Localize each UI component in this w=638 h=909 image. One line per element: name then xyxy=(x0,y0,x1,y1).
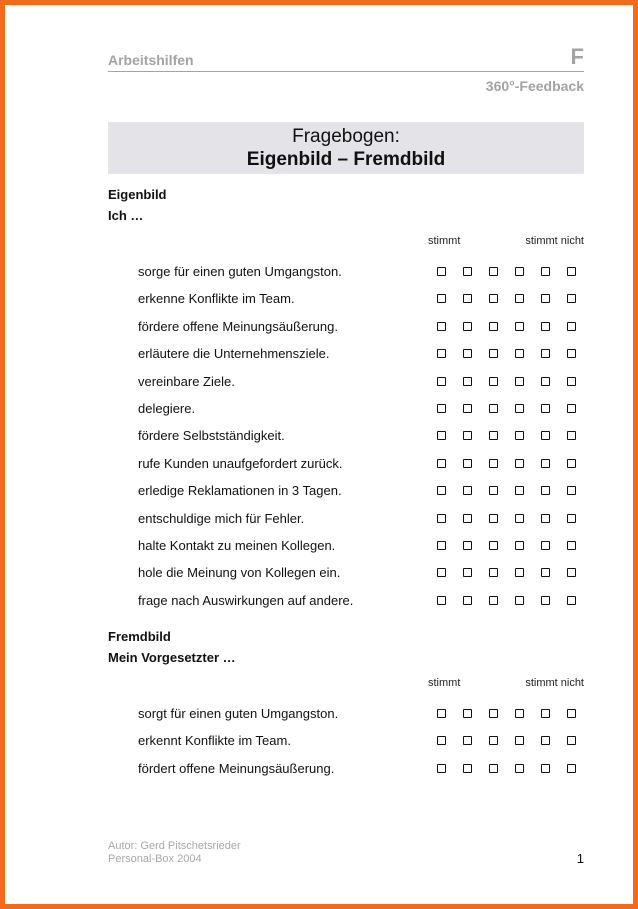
rating-checkbox-1[interactable] xyxy=(437,596,446,605)
rating-checkbox-1[interactable] xyxy=(437,322,446,331)
rating-checkboxes xyxy=(437,486,577,496)
scale-label-disagree: stimmt nicht xyxy=(525,235,584,247)
rating-checkbox-3[interactable] xyxy=(489,709,498,718)
scale-label-agree: stimmt xyxy=(428,235,461,247)
rating-checkboxes xyxy=(437,764,577,774)
rating-checkbox-5[interactable] xyxy=(541,404,550,413)
rating-checkbox-5[interactable] xyxy=(541,541,550,550)
rating-checkbox-3[interactable] xyxy=(489,764,498,773)
title-line-1: Fragebogen: xyxy=(292,126,400,147)
rating-checkbox-1[interactable] xyxy=(437,541,446,550)
rating-checkbox-1[interactable] xyxy=(437,764,446,773)
eigenbild-section xyxy=(108,184,584,615)
rating-checkboxes xyxy=(437,322,577,332)
rating-checkbox-3[interactable] xyxy=(489,541,498,550)
rating-checkbox-6[interactable] xyxy=(567,322,576,331)
rating-checkbox-2[interactable] xyxy=(463,431,472,440)
rating-checkbox-1[interactable] xyxy=(437,514,446,523)
rating-checkboxes xyxy=(437,431,577,441)
rating-checkbox-5[interactable] xyxy=(541,568,550,577)
rating-checkbox-5[interactable] xyxy=(541,514,550,523)
rating-checkbox-2[interactable] xyxy=(463,709,472,718)
rating-checkbox-5[interactable] xyxy=(541,596,550,605)
eigenbild-heading: Eigenbild xyxy=(108,187,167,202)
question-text: erkenne Konflikte im Team. xyxy=(138,291,295,307)
question-row xyxy=(108,396,584,423)
rating-checkbox-2[interactable] xyxy=(463,294,472,303)
rating-checkbox-6[interactable] xyxy=(567,709,576,718)
eigenbild-subheading: Ich … xyxy=(108,208,144,223)
rating-checkbox-4[interactable] xyxy=(515,459,524,468)
rating-checkbox-2[interactable] xyxy=(463,568,472,577)
rating-checkbox-1[interactable] xyxy=(437,267,446,276)
rating-checkbox-3[interactable] xyxy=(489,404,498,413)
rating-checkbox-3[interactable] xyxy=(489,349,498,358)
rating-checkbox-4[interactable] xyxy=(515,568,524,577)
header-divider xyxy=(108,71,584,72)
question-text: sorgt für einen guten Umgangston. xyxy=(138,706,339,721)
rating-checkbox-5[interactable] xyxy=(541,294,550,303)
footer-source: Personal-Box 2004 xyxy=(108,853,202,865)
rating-checkbox-4[interactable] xyxy=(515,486,524,495)
question-row xyxy=(108,533,584,560)
rating-checkbox-6[interactable] xyxy=(567,267,576,276)
rating-checkbox-6[interactable] xyxy=(567,596,576,605)
rating-checkbox-4[interactable] xyxy=(515,596,524,605)
question-row xyxy=(108,728,584,755)
question-row xyxy=(108,506,584,533)
question-row xyxy=(108,259,584,286)
rating-checkbox-4[interactable] xyxy=(515,294,524,303)
rating-checkbox-6[interactable] xyxy=(567,486,576,495)
rating-checkboxes xyxy=(437,541,577,551)
rating-checkbox-1[interactable] xyxy=(437,709,446,718)
rating-checkbox-3[interactable] xyxy=(489,322,498,331)
rating-checkbox-3[interactable] xyxy=(489,267,498,276)
scale-label-agree: stimmt xyxy=(428,677,461,689)
rating-checkbox-6[interactable] xyxy=(567,459,576,468)
question-text: hole die Meinung von Kollegen ein. xyxy=(138,565,341,581)
title-line-2: Eigenbild – Fremdbild xyxy=(246,149,446,170)
rating-checkbox-3[interactable] xyxy=(489,459,498,468)
question-row xyxy=(108,286,584,313)
rating-checkbox-2[interactable] xyxy=(463,322,472,331)
rating-checkbox-4[interactable] xyxy=(515,514,524,523)
rating-checkbox-1[interactable] xyxy=(437,431,446,440)
rating-checkbox-5[interactable] xyxy=(541,349,550,358)
question-row xyxy=(108,314,584,341)
rating-checkbox-1[interactable] xyxy=(437,294,446,303)
rating-checkbox-5[interactable] xyxy=(541,764,550,773)
fremdbild-heading: Fremdbild xyxy=(108,629,171,644)
question-row xyxy=(108,756,584,783)
rating-checkbox-2[interactable] xyxy=(463,486,472,495)
question-text: rufe Kunden unaufgefordert zurück. xyxy=(138,455,343,471)
rating-checkbox-4[interactable] xyxy=(515,267,524,276)
rating-checkbox-2[interactable] xyxy=(463,736,472,745)
rating-checkbox-5[interactable] xyxy=(541,377,550,386)
rating-checkbox-5[interactable] xyxy=(541,459,550,468)
rating-checkbox-4[interactable] xyxy=(515,404,524,413)
fremdbild-subheading: Mein Vorgesetzter … xyxy=(108,650,236,665)
rating-checkbox-1[interactable] xyxy=(437,404,446,413)
rating-checkbox-4[interactable] xyxy=(515,322,524,331)
question-text: fördert offene Meinungsäußerung. xyxy=(138,760,335,776)
rating-checkbox-5[interactable] xyxy=(541,267,550,276)
question-text: fördere Selbstständigkeit. xyxy=(138,428,285,444)
rating-checkbox-3[interactable] xyxy=(489,431,498,440)
scale-label-disagree: stimmt nicht xyxy=(525,677,584,689)
rating-checkbox-2[interactable] xyxy=(463,404,472,413)
question-row xyxy=(108,560,584,587)
eigenbild-question-list xyxy=(108,259,584,615)
fremdbild-section xyxy=(108,626,584,783)
rating-checkbox-1[interactable] xyxy=(437,377,446,386)
rating-checkbox-4[interactable] xyxy=(515,349,524,358)
rating-checkbox-4[interactable] xyxy=(515,709,524,718)
rating-checkbox-6[interactable] xyxy=(567,514,576,523)
rating-checkboxes xyxy=(437,404,577,414)
rating-checkbox-6[interactable] xyxy=(567,377,576,386)
rating-checkbox-3[interactable] xyxy=(489,596,498,605)
rating-checkbox-3[interactable] xyxy=(489,486,498,495)
question-row xyxy=(108,588,584,615)
rating-checkbox-6[interactable] xyxy=(567,431,576,440)
rating-checkbox-2[interactable] xyxy=(463,459,472,468)
rating-checkbox-3[interactable] xyxy=(489,294,498,303)
fremdbild-scale xyxy=(108,677,584,695)
rating-checkbox-6[interactable] xyxy=(567,568,576,577)
rating-checkbox-6[interactable] xyxy=(567,349,576,358)
footer-credits xyxy=(108,840,241,866)
eigenbild-scale xyxy=(108,235,584,253)
rating-checkboxes xyxy=(437,294,577,304)
rating-checkboxes xyxy=(437,596,577,606)
rating-checkbox-4[interactable] xyxy=(515,377,524,386)
footer-author: Autor: Gerd Pitschetsrieder xyxy=(108,840,241,852)
header-subtitle: 360°-Feedback xyxy=(485,78,584,94)
rating-checkboxes xyxy=(437,514,577,524)
question-text: delegiere. xyxy=(138,400,196,416)
rating-checkbox-4[interactable] xyxy=(515,541,524,550)
question-text: erläutere die Unternehmensziele. xyxy=(138,346,330,362)
rating-checkbox-3[interactable] xyxy=(489,377,498,386)
page-number: 1 xyxy=(576,851,584,866)
rating-checkbox-6[interactable] xyxy=(567,404,576,413)
rating-checkbox-3[interactable] xyxy=(489,514,498,523)
rating-checkbox-2[interactable] xyxy=(463,377,472,386)
rating-checkbox-1[interactable] xyxy=(437,486,446,495)
question-row xyxy=(108,341,584,368)
rating-checkbox-5[interactable] xyxy=(541,709,550,718)
question-text: entschuldige mich für Fehler. xyxy=(138,510,305,526)
question-text: fördere offene Meinungsäußerung. xyxy=(138,318,338,334)
rating-checkbox-6[interactable] xyxy=(567,764,576,773)
rating-checkbox-5[interactable] xyxy=(541,736,550,745)
rating-checkbox-1[interactable] xyxy=(437,459,446,468)
question-text: halte Kontakt zu meinen Kollegen. xyxy=(138,537,336,553)
rating-checkbox-1[interactable] xyxy=(437,349,446,358)
header-chapter-letter: F xyxy=(570,44,584,69)
rating-checkbox-4[interactable] xyxy=(515,764,524,773)
question-row xyxy=(108,423,584,450)
question-text: vereinbare Ziele. xyxy=(138,373,235,389)
rating-checkbox-2[interactable] xyxy=(463,514,472,523)
question-row xyxy=(108,478,584,505)
rating-checkbox-2[interactable] xyxy=(463,349,472,358)
rating-checkbox-2[interactable] xyxy=(463,764,472,773)
question-text: frage nach Auswirkungen auf andere. xyxy=(138,592,354,608)
rating-checkbox-4[interactable] xyxy=(515,736,524,745)
rating-checkboxes xyxy=(437,267,577,277)
rating-checkbox-2[interactable] xyxy=(463,541,472,550)
rating-checkbox-1[interactable] xyxy=(437,568,446,577)
title-banner xyxy=(108,122,584,174)
rating-checkbox-4[interactable] xyxy=(515,431,524,440)
question-row xyxy=(108,701,584,728)
question-text: sorge für einen guten Umgangston. xyxy=(138,264,342,279)
rating-checkboxes xyxy=(437,736,577,746)
rating-checkbox-5[interactable] xyxy=(541,322,550,331)
rating-checkbox-1[interactable] xyxy=(437,736,446,745)
rating-checkboxes xyxy=(437,459,577,469)
rating-checkbox-6[interactable] xyxy=(567,736,576,745)
question-text: erledige Reklamationen in 3 Tagen. xyxy=(138,483,342,499)
question-text: erkennt Konflikte im Team. xyxy=(138,733,291,749)
fremdbild-question-list xyxy=(108,701,584,783)
rating-checkbox-3[interactable] xyxy=(489,568,498,577)
header-section-label: Arbeitshilfen xyxy=(108,52,194,68)
rating-checkboxes xyxy=(437,709,577,719)
rating-checkboxes xyxy=(437,377,577,387)
rating-checkbox-5[interactable] xyxy=(541,431,550,440)
rating-checkboxes xyxy=(437,349,577,359)
question-row xyxy=(108,369,584,396)
rating-checkbox-6[interactable] xyxy=(567,294,576,303)
question-row xyxy=(108,451,584,478)
rating-checkbox-5[interactable] xyxy=(541,486,550,495)
rating-checkbox-6[interactable] xyxy=(567,541,576,550)
rating-checkbox-3[interactable] xyxy=(489,736,498,745)
rating-checkbox-2[interactable] xyxy=(463,267,472,276)
rating-checkboxes xyxy=(437,568,577,578)
rating-checkbox-2[interactable] xyxy=(463,596,472,605)
